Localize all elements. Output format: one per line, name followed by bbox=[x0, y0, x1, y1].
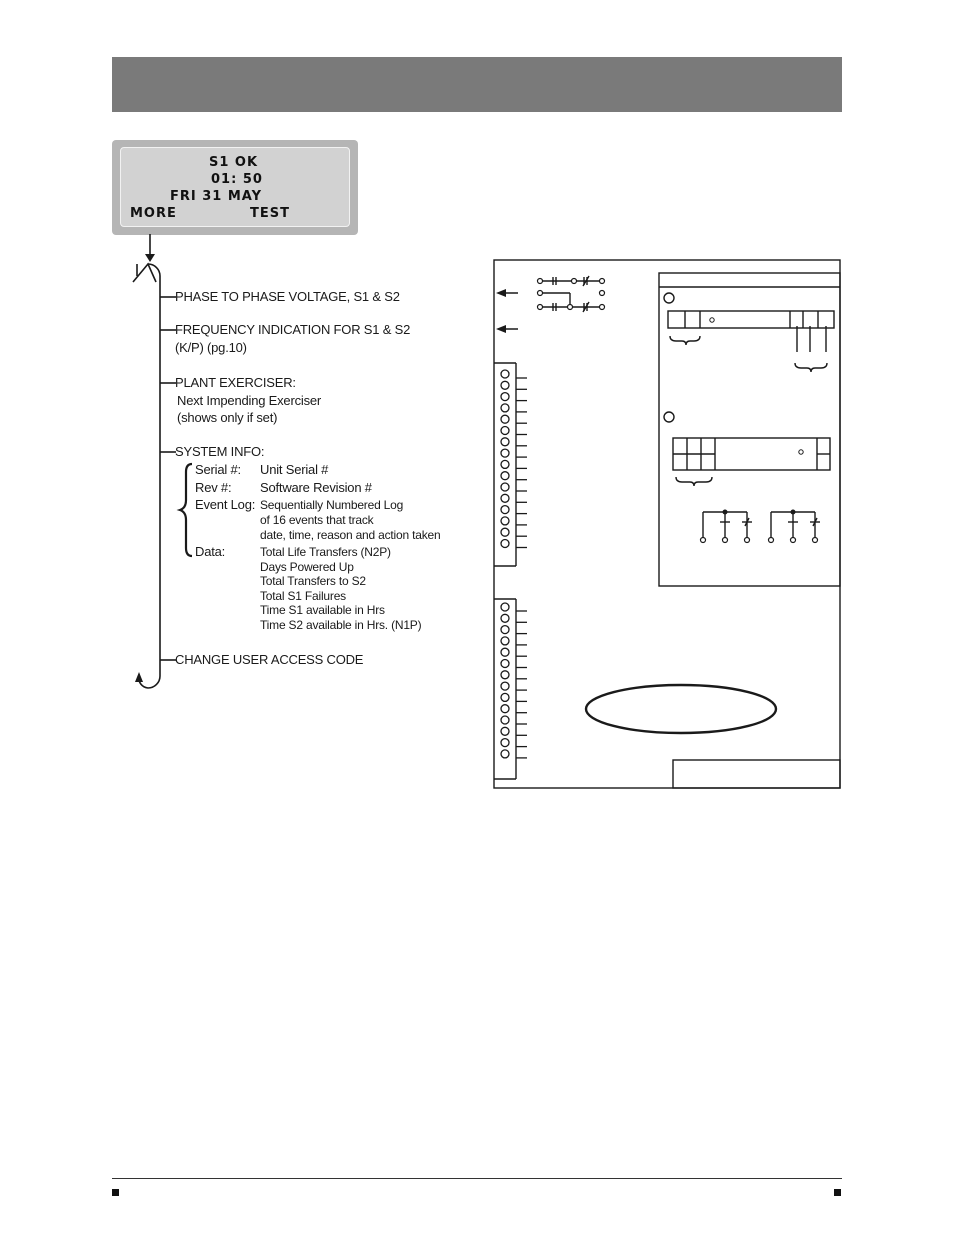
data-value: Time S1 available in Hrs bbox=[260, 603, 385, 617]
terminal-screw bbox=[501, 506, 509, 514]
terminal-screw bbox=[501, 540, 509, 548]
terminal-screw bbox=[501, 438, 509, 446]
lcd-line-status: S1 OK bbox=[209, 155, 259, 170]
terminal-screw bbox=[501, 727, 509, 735]
data-value: Total Transfers to S2 bbox=[260, 574, 366, 588]
menu-item-system-info: SYSTEM INFO: bbox=[175, 444, 265, 459]
terminal-screw bbox=[501, 528, 509, 536]
terminal-screw bbox=[501, 404, 509, 412]
terminal-screw bbox=[501, 449, 509, 457]
terminal-screw bbox=[501, 716, 509, 724]
terminal-screw bbox=[501, 660, 509, 668]
menu-item-frequency-note: (K/P) (pg.10) bbox=[175, 340, 247, 355]
terminal-screw bbox=[501, 648, 509, 656]
terminal-screw bbox=[501, 483, 509, 491]
system-info-label: Rev #: bbox=[195, 480, 232, 495]
footer-right-marker bbox=[834, 1189, 841, 1196]
board-outline bbox=[494, 260, 840, 788]
system-info-value: Sequentially Numbered Log bbox=[260, 498, 404, 512]
lcd-line-time: 01: 50 bbox=[211, 172, 263, 187]
system-info-label: Event Log: bbox=[195, 497, 256, 512]
terminal-screw bbox=[501, 637, 509, 645]
terminal-screw bbox=[501, 750, 509, 758]
terminal-screw bbox=[501, 603, 509, 611]
terminal-screw bbox=[501, 517, 509, 525]
terminal-screw bbox=[501, 415, 509, 423]
terminal-screw bbox=[501, 682, 509, 690]
terminal-screw bbox=[501, 705, 509, 713]
terminal-screw bbox=[501, 693, 509, 701]
plant-exerciser-detail-1: Next Impending Exerciser bbox=[177, 393, 322, 408]
terminal-screw bbox=[501, 393, 509, 401]
menu-item-frequency: FREQUENCY INDICATION FOR S1 & S2 bbox=[175, 322, 411, 337]
data-value: Time S2 available in Hrs. (N1P) bbox=[260, 618, 422, 632]
terminal-screw bbox=[501, 427, 509, 435]
terminal-screw bbox=[501, 614, 509, 622]
terminal-screw bbox=[501, 739, 509, 747]
data-value: Total S1 Failures bbox=[260, 589, 346, 603]
event-log-detail-2: date, time, reason and action taken bbox=[260, 528, 441, 542]
label-box bbox=[673, 760, 840, 788]
terminal-screw bbox=[501, 494, 509, 502]
terminal-screw bbox=[501, 370, 509, 378]
board-oval-label bbox=[586, 685, 776, 733]
system-info-value: Unit Serial # bbox=[260, 462, 329, 477]
data-value: Days Powered Up bbox=[260, 560, 354, 574]
menu-item-plant-exerciser: PLANT EXERCISER: bbox=[175, 375, 296, 390]
terminal-screw bbox=[501, 460, 509, 468]
terminal-screw bbox=[501, 671, 509, 679]
system-info-data-label: Data: bbox=[195, 544, 226, 559]
lcd-softkey-test[interactable]: TEST bbox=[250, 206, 290, 221]
plant-exerciser-detail-2: (shows only if set) bbox=[177, 410, 278, 425]
event-log-detail-1: of 16 events that track bbox=[260, 513, 374, 527]
data-value: Total Life Transfers (N2P) bbox=[260, 545, 391, 559]
terminal-screw bbox=[501, 472, 509, 480]
terminal-screw bbox=[501, 626, 509, 634]
system-info-label: Serial #: bbox=[195, 462, 241, 477]
footer-rule bbox=[112, 1178, 842, 1179]
menu-item-change-access-code: CHANGE USER ACCESS CODE bbox=[175, 652, 364, 667]
footer-left-marker bbox=[112, 1189, 119, 1196]
system-info-value: Software Revision # bbox=[260, 480, 372, 495]
terminal-screw bbox=[501, 381, 509, 389]
menu-item-phase-voltage: PHASE TO PHASE VOLTAGE, S1 & S2 bbox=[175, 289, 400, 304]
lcd-line-date: FRI 31 MAY bbox=[170, 189, 263, 204]
lcd-softkey-more[interactable]: MORE bbox=[130, 206, 177, 221]
